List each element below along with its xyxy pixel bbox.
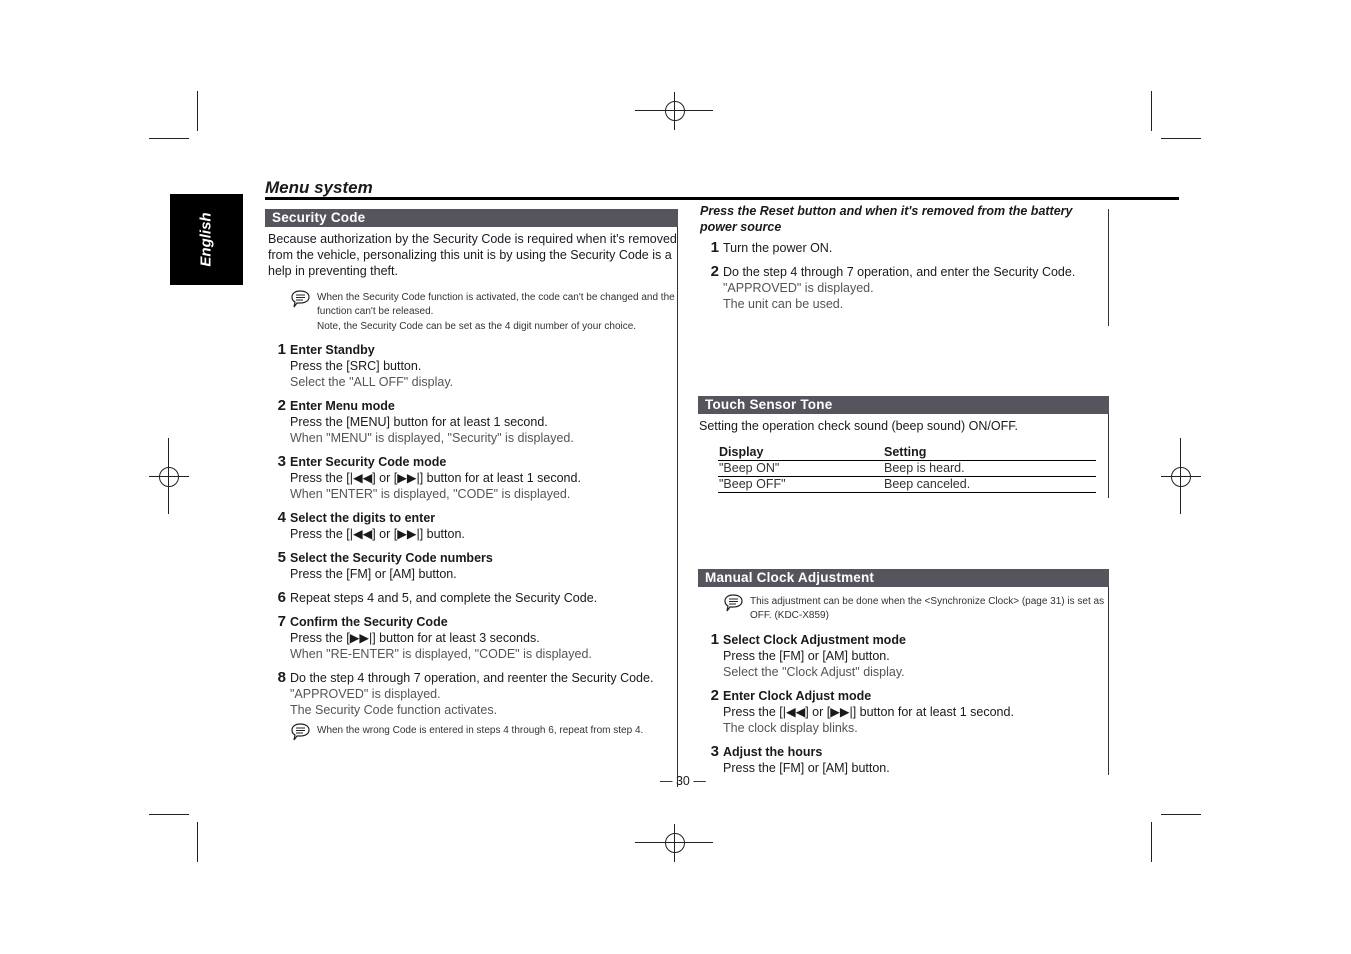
step-title: Select Clock Adjustment mode	[723, 632, 906, 647]
step-body	[721, 744, 890, 776]
step-item	[265, 590, 678, 606]
reset-lead: Press the Reset button and when it's removed from the battery power source	[700, 204, 1073, 234]
step-number: 2	[710, 263, 719, 280]
step-body	[721, 632, 906, 680]
step-number: 1	[277, 340, 286, 358]
section-heading: Security Code	[265, 209, 678, 227]
step-result: When "RE-ENTER" is displayed, "CODE" is displayed.	[290, 646, 592, 661]
table-cell: "Beep ON"	[718, 461, 883, 477]
step-instruction: Press the [SRC] button.	[290, 358, 422, 373]
note-icon	[289, 289, 311, 311]
table-row	[718, 461, 1096, 477]
step-body	[288, 398, 574, 446]
section-heading: Touch Sensor Tone	[698, 396, 1109, 414]
step-instruction: Press the [|◀◀] or [▶▶|] button.	[290, 526, 465, 541]
step-body	[288, 590, 597, 606]
step-instruction: Press the [|◀◀] or [▶▶|] button for at least 1 second.	[290, 470, 581, 485]
step-title: Enter Security Code mode	[290, 454, 447, 469]
step-item	[265, 670, 678, 718]
section-intro: Because authorization by the Security Code is required when it's removed from the vehicle, personalizing this unit is by using the Security Code is a help in preventing theft.	[268, 232, 677, 278]
note	[289, 724, 678, 744]
step-instruction: Press the [FM] or [AM] button.	[723, 760, 890, 775]
step-item	[698, 264, 1109, 312]
step-result: The unit can be used.	[723, 297, 844, 311]
step-body	[721, 688, 1014, 736]
language-tab-label: English	[197, 212, 215, 267]
note-text: When the wrong Code is entered in steps 4 through 6, repeat from step 4.	[317, 724, 644, 736]
note-icon	[722, 593, 744, 615]
registration-circle	[159, 467, 179, 487]
security-code-section	[265, 209, 678, 744]
crop-mark	[149, 814, 189, 815]
table-cell: "Beep OFF"	[718, 477, 883, 493]
note-icon	[289, 722, 311, 744]
step-item	[265, 342, 678, 390]
step-result: When "MENU" is displayed, "Security" is displayed.	[290, 430, 574, 445]
step-instruction: Press the [FM] or [AM] button.	[290, 566, 457, 581]
step-number: 2	[710, 686, 719, 704]
note	[722, 595, 1109, 624]
crop-mark	[1151, 822, 1152, 862]
step-title: Select the digits to enter	[290, 510, 436, 525]
note	[289, 291, 678, 334]
step-title: Adjust the hours	[723, 744, 823, 759]
section-heading: Manual Clock Adjustment	[698, 569, 1109, 587]
reset-section	[698, 203, 1109, 312]
clock-section	[698, 569, 1109, 776]
step-item	[265, 614, 678, 662]
step-number: 1	[710, 630, 719, 648]
section-intro: Setting the operation check sound (beep sound) ON/OFF.	[699, 419, 1018, 433]
step-number: 8	[277, 668, 286, 686]
step-result: When "ENTER" is displayed, "CODE" is displayed.	[290, 486, 571, 501]
title-rule	[265, 197, 1179, 200]
step-number: 2	[277, 396, 286, 414]
step-item	[698, 744, 1109, 776]
step-number: 4	[277, 508, 286, 526]
step-number: 1	[710, 239, 719, 256]
step-item	[265, 510, 678, 542]
step-instruction: Press the [▶▶|] button for at least 3 seconds.	[290, 630, 540, 645]
step-title: Enter Standby	[290, 342, 375, 357]
step-number: 7	[277, 612, 286, 630]
step-instruction: Do the step 4 through 7 operation, and reenter the Security Code.	[290, 670, 654, 685]
step-body	[288, 510, 465, 542]
step-result: "APPROVED" is displayed.	[723, 281, 874, 295]
crop-mark	[197, 91, 198, 131]
page-title: Menu system	[265, 178, 373, 197]
crop-mark	[197, 822, 198, 862]
step-instruction: Press the [MENU] button for at least 1 second.	[290, 414, 548, 429]
step-item	[698, 632, 1109, 680]
crop-mark	[1151, 91, 1152, 131]
step-result: Select the "Clock Adjust" display.	[723, 664, 905, 679]
touch-sensor-section	[698, 396, 1109, 493]
beep-table	[718, 444, 1096, 493]
table-cell: Beep is heard.	[883, 461, 1096, 477]
step-title: Select the Security Code numbers	[290, 550, 493, 565]
step-title: Enter Menu mode	[290, 398, 395, 413]
note-text: When the Security Code function is activated, the code can't be changed and the function can't be released. Note, the Security Code can be set as the 4 digit number of your choice.	[317, 292, 675, 332]
table-cell: Beep canceled.	[883, 477, 1096, 493]
step-number: 3	[710, 742, 719, 760]
step-instruction: Repeat steps 4 and 5, and complete the Security Code.	[290, 590, 598, 605]
step-instruction: Press the [|◀◀] or [▶▶|] button for at least 1 second.	[723, 704, 1014, 719]
step-item	[265, 398, 678, 446]
step-instruction: Press the [FM] or [AM] button.	[723, 648, 890, 663]
step-result: The Security Code function activates.	[290, 702, 498, 717]
page-number: — 30 —	[660, 774, 706, 788]
step-instruction: Turn the power ON.	[723, 241, 833, 255]
step-number: 6	[277, 588, 286, 606]
crop-mark	[1161, 138, 1201, 139]
step-body	[721, 240, 832, 256]
step-body	[288, 342, 453, 390]
step-result: "APPROVED" is displayed.	[290, 686, 441, 701]
registration-circle	[665, 101, 685, 121]
registration-circle	[1171, 467, 1191, 487]
step-title: Confirm the Security Code	[290, 614, 448, 629]
step-result: Select the "ALL OFF" display.	[290, 374, 454, 389]
step-item	[698, 688, 1109, 736]
crop-mark	[1161, 814, 1201, 815]
step-body	[288, 550, 493, 582]
step-number: 5	[277, 548, 286, 566]
step-body	[721, 264, 1075, 312]
step-number: 3	[277, 452, 286, 470]
step-body	[288, 454, 581, 502]
step-body	[288, 670, 653, 718]
step-item	[698, 240, 1109, 256]
registration-circle	[665, 833, 685, 853]
language-tab	[170, 194, 243, 285]
table-row	[718, 477, 1096, 493]
step-instruction: Do the step 4 through 7 operation, and enter the Security Code.	[723, 265, 1076, 279]
step-title: Enter Clock Adjust mode	[723, 688, 872, 703]
note-text: This adjustment can be done when the <Synchronize Clock> (page 31) is set as OFF. (KDC-X859)	[750, 596, 1105, 622]
step-result: The clock display blinks.	[723, 720, 858, 735]
step-item	[265, 454, 678, 502]
step-body	[288, 614, 592, 662]
table-header: Display	[718, 444, 883, 461]
crop-mark	[149, 138, 189, 139]
step-item	[265, 550, 678, 582]
table-header: Setting	[883, 444, 1096, 461]
